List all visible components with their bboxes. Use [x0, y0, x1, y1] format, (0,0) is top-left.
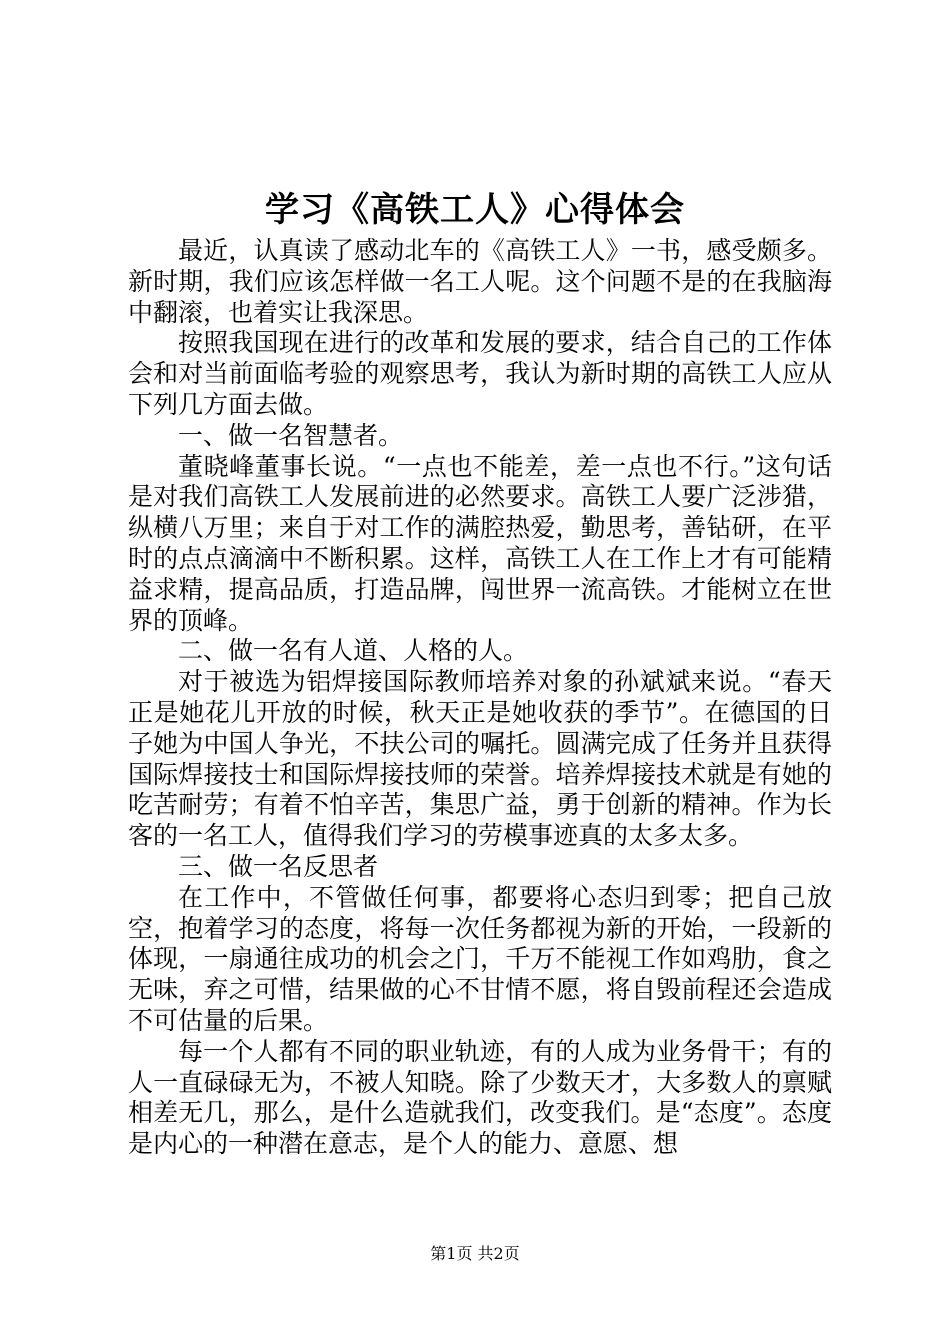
paragraph-3: 董晓峰董事长说。“一点也不能差，差一点也不行。”这句话是对我们高铁工人发展前进的必然要求。高铁工人要广泛涉猎，纵横八万里；来自于对工作的满腔热爱，勤思考，善钻研，在平时的点点滴滴中不断积累。这样，高铁工人在工作上才有可能精益求精，提高品质，打造品牌，闯世界一流高铁。才能树立在世界的顶峰。: [128, 451, 832, 635]
paragraph-2: 按照我国现在进行的改革和发展的要求，结合自己的工作体会和对当前面临考验的观察思考，我认为新时期的高铁工人应从下列几方面去做。: [128, 328, 832, 419]
paragraph-6: 每一个人都有不同的职业轨迹，有的人成为业务骨干；有的人一直碌碌无为，不被人知晓。除了少数天才，大多数人的禀赋相差无几，那么，是什么造就我们，改变我们。是“态度”。态度是内心的一种潜在意志，是个人的能力、意愿、想: [128, 1036, 832, 1159]
paragraph-5: 在工作中，不管做任何事，都要将心态归到零；把自己放空，抱着学习的态度，将每一次任务都视为新的开始，一段新的体现，一扇通往成功的机会之门，千万不能视工作如鸡肋，食之无味，弃之可惜，结果做的心不甘情不愿，将自毁前程还会造成不可估量的后果。: [128, 882, 832, 1035]
page-footer: 第1页 共2页: [430, 1244, 520, 1263]
paragraph-4: 对于被选为铝焊接国际教师培养对象的孙斌斌来说。“春天正是她花儿开放的时候，秋天正是她收获的季节”。在德国的日子她为中国人争光，不扶公司的嘱托。圆满完成了任务并且获得国际焊接技士和国际焊接技师的荣誉。培养焊接技术就是有她的吃苦耐劳；有着不怕辛苦，集思广益，勇于创新的精神。作为长客的一名工人，值得我们学习的劳模事迹真的太多太多。: [128, 667, 832, 851]
paragraph-1: 最近，认真读了感动北车的《高铁工人》一书，感受颇多。新时期，我们应该怎样做一名工人呢。这个问题不是的在我脑海中翻滚，也着实让我深思。: [128, 236, 832, 327]
document-body: [128, 236, 832, 1160]
section-heading-3: 三、做一名反思者: [178, 851, 379, 881]
page-title: 学习《高铁工人》心得体会: [265, 190, 685, 230]
section-heading-2: 二、做一名有人道、人格的人。: [178, 636, 529, 666]
section-heading-1: 一、做一名智慧者。: [178, 420, 404, 450]
